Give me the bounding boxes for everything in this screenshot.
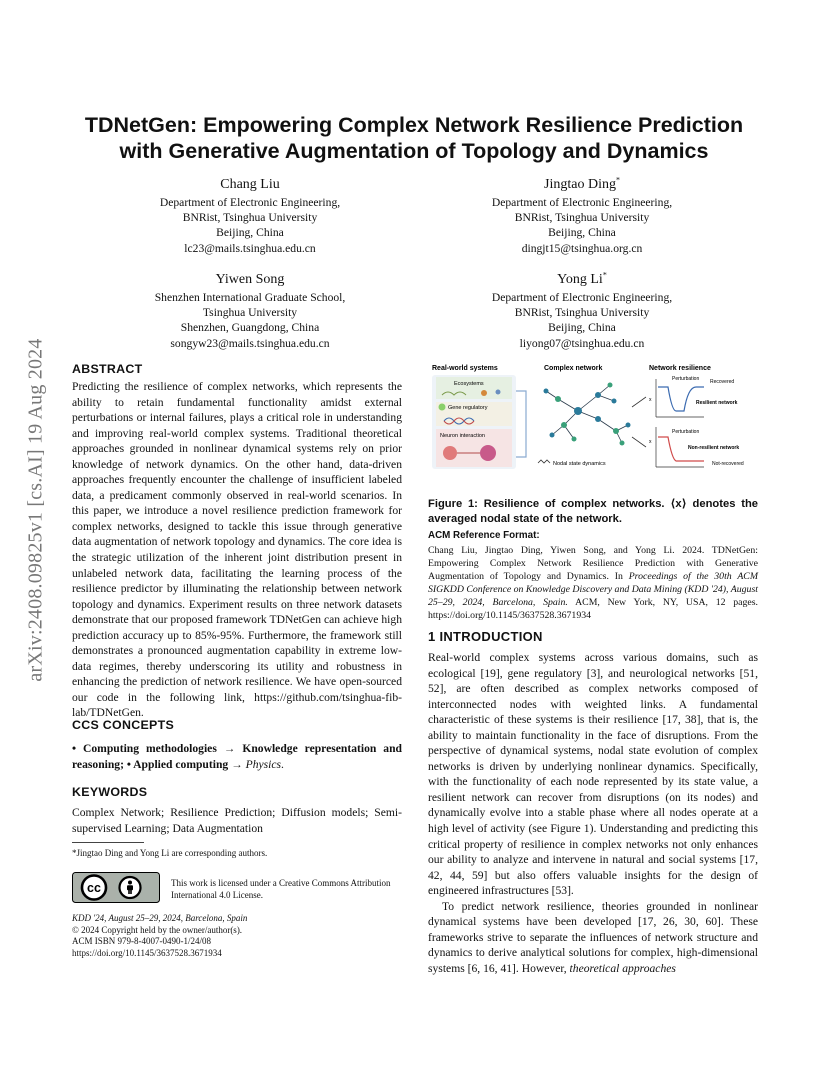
author-name: Yiwen Song	[215, 272, 285, 287]
recovered-label: Recovered	[710, 379, 735, 385]
figure-caption: Figure 1: Resilience of complex networks. ⟨x⟩ denotes the averaged nodal state of the network.	[428, 498, 758, 525]
nodal-label: Nodal state dynamics	[553, 461, 606, 467]
arxiv-stamp	[10, 290, 62, 730]
resilient-plot	[649, 376, 738, 417]
intro-paragraph: Real-world complex systems across various domains, such as ecological [19], gene regulatory [3], and neurological networks [51, 52], are often described as complex networks composed of interconnected nodes with weighted links. A fundamental characteristic of these systems is their resilience [17, 38], that is, the ability to maintain functionality in the face of disruptions. From the perspective of dynamical systems, nodal state evolution of complex networks is driven by underlying nonlinear dynamics. Specifically, with the functionality of each node represented by its state value, a resilient network can recover from disruptions (on its nodes) and dynamically evolve into a stable phase where all nodes operate at a high level of activity (see Figure 1). Understanding and predicting this critical property of resilience in complex networks not only enhances our ability to analyze and intervene in natural and social systems [17, 42, 44, 59] but also offers valuable insights for the design of engineered infrastructures [53].	[428, 651, 758, 898]
arxiv-id: arXiv:2408.09825v1 [cs.AI] 19 Aug 2024	[24, 338, 47, 682]
author-name: Jingtao Ding*	[544, 175, 620, 192]
author-block	[120, 271, 380, 351]
author-location: Beijing, China	[216, 226, 284, 240]
author-block	[468, 176, 696, 256]
author-name: Chang Liu	[220, 177, 280, 192]
author-email[interactable]: dingjt15@tsinghua.org.cn	[521, 241, 643, 255]
author-email[interactable]: lc23@mails.tsinghua.edu.cn	[184, 241, 316, 255]
notrecovered-label: Not-recovered	[712, 461, 744, 467]
author-name: Yong Li*	[557, 270, 607, 287]
nonresilient-plot	[649, 427, 744, 467]
ccs-text: • Computing methodologies → Knowledge representation and reasoning; • Applied computing → Physics.	[72, 742, 402, 771]
author-affiliation: BNRist, Tsinghua University	[514, 211, 650, 225]
author-affiliation: Department of Electronic Engineering,	[491, 196, 673, 209]
author-block	[140, 176, 360, 256]
intro-heading: 1 INTRODUCTION	[428, 629, 543, 644]
isbn-line: ACM ISBN 979-8-4007-0490-1/24/08	[72, 936, 211, 947]
svg-text:cc: cc	[87, 881, 101, 895]
network-nodes	[544, 383, 631, 446]
gene-label: Gene regulatory	[448, 405, 488, 411]
ccs-heading: CCS CONCEPTS	[72, 718, 175, 732]
author-affiliation: Department of Electronic Engineering,	[491, 291, 673, 304]
license-text: This work is licensed under a Creative Commons Attribution International 4.0 License.	[171, 878, 391, 900]
perturbation-label: Perturbation	[672, 376, 700, 382]
intro-paragraph: To predict network resilience, theories grounded in nonlinear dynamical systems have been developed [17, 26, 30, 60]. These frameworks strive to separate the influences of network structure and dynamics to derive analytical solutions for complex, high-dimensional systems [6, 16, 41]. However, theoretical approaches	[428, 899, 758, 975]
intro-text	[428, 650, 758, 976]
ecosystems-label: Ecosystems	[454, 381, 484, 387]
fig-col1-title: Real-world systems	[432, 365, 498, 372]
acm-ref-heading: ACM Reference Format:	[428, 530, 540, 541]
keywords-heading: KEYWORDS	[72, 785, 148, 799]
author-affiliation: BNRist, Tsinghua University	[514, 306, 650, 320]
perturbation-label: Perturbation	[672, 429, 700, 435]
keywords-text: Complex Network; Resilience Prediction; Diffusion models; Semi-supervised Learning; Data Augmentation	[72, 806, 402, 835]
author-affiliation: BNRist, Tsinghua University	[182, 211, 318, 225]
footnote: *Jingtao Ding and Yong Li are corresponding authors.	[72, 848, 268, 858]
figure-resilience	[428, 361, 758, 471]
svg-text:x: x	[649, 439, 652, 445]
author-affiliation: Shenzhen International Graduate School,	[154, 291, 346, 304]
acm-ref-text: Chang Liu, Jingtao Ding, Yiwen Song, and Yong Li. 2024. TDNetGen: Empowering Complex Network Resilience Prediction with Generative Augmentation of Topology and Dynamics. In Proceedings of the 30th ACM SIGKDD Conference on Knowledge Discovery and Data Mining (KDD '24), August 25–29, 2024, Barcelona, Spain. ACM, New York, NY, USA, 12 pages. https://doi.org/10.1145/3637528.3671934	[428, 545, 759, 621]
cc-by-badge[interactable]	[72, 872, 160, 903]
resilient-label: Resilient network	[696, 400, 738, 406]
author-email[interactable]: liyong07@tsinghua.edu.cn	[519, 336, 645, 350]
abstract-text: Predicting the resilience of complex networks, which represents the ability to retain fundamental functionality amidst external perturbations or internal failures, plays a critical role in understanding and improving real-world complex systems. Traditional theoretical approaches grounded in nonlinear dynamical systems rely on prior knowledge of network dynamics. On the other hand, data-driven approaches frequently encounter the challenge of insufficient labeled data, a predicament commonly observed in real-world scenarios. In this paper, we introduce a novel resilience prediction framework for complex networks, designed to tackle this issue through generative data augmentation of network topology and dynamics. The core idea is the strategic utilization of the inherent joint distribution present in unlabeled network data, facilitating the learning process of the resilience predictor by illuminating the relationship between network topology and dynamics. Experiment results on three network datasets demonstrate that our proposed framework TDNetGen can achieve high prediction accuracy up to 85%-95%. Furthermore, the framework still demonstrates a pronounced augmentation capability in extreme low-data regimes, thereby underscoring its utility and robustness in enhancing the prediction of network resilience. We have open-sourced our code in the following link, https://github.com/tsinghua-fib-lab/TDNetGen.	[72, 380, 402, 720]
author-affiliation: Tsinghua University	[202, 306, 298, 320]
nonresilient-label: Non-resilient network	[688, 445, 740, 451]
neuron-label: Neuron interaction	[440, 433, 485, 439]
copyright-line: © 2024 Copyright held by the owner/author(s).	[72, 924, 243, 935]
author-location: Beijing, China	[548, 226, 616, 240]
svg-text:x: x	[649, 397, 652, 403]
paper-title: TDNetGen: Empowering Complex Network Resilience Prediction with Generative Augmentation of Topology and Dynamics	[84, 113, 744, 163]
conference-venue: KDD '24, August 25–29, 2024, Barcelona, Spain	[72, 913, 248, 923]
doi-link[interactable]: https://doi.org/10.1145/3637528.3671934	[72, 948, 222, 959]
fig-col2-title: Complex network	[544, 365, 603, 372]
abstract-heading: ABSTRACT	[72, 362, 143, 376]
network-graph	[546, 385, 628, 443]
author-location: Shenzhen, Guangdong, China	[180, 321, 320, 335]
author-block	[468, 271, 696, 351]
footnote-rule	[72, 842, 144, 843]
conference-info	[72, 913, 402, 960]
author-email[interactable]: songyw23@mails.tsinghua.edu.cn	[170, 336, 330, 350]
fig-col3-title: Network resilience	[649, 365, 711, 372]
author-location: Beijing, China	[548, 321, 616, 335]
author-affiliation: Department of Electronic Engineering,	[159, 196, 341, 209]
